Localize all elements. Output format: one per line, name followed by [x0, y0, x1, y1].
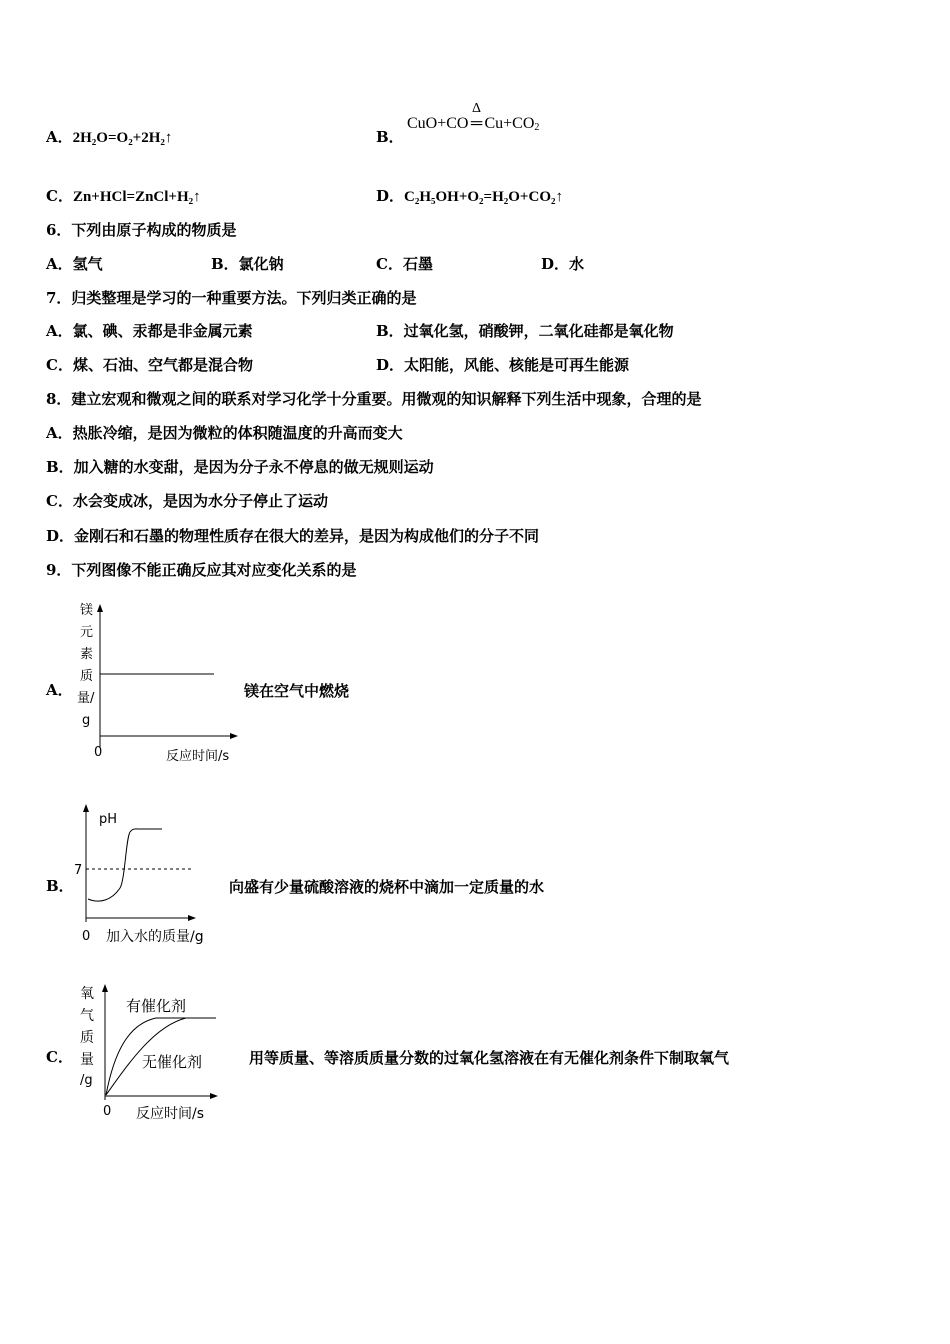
q7-option-a[interactable]: A．氯、碘、汞都是非金属元素	[46, 322, 253, 340]
graph-a-xlabel: 反应时间/s	[166, 749, 230, 764]
q9-graph-a	[72, 598, 252, 768]
q9-option-a-text: 镁在空气中燃烧	[244, 682, 350, 700]
graph-c-ylabel-3: 量	[80, 1052, 94, 1068]
q5-option-b[interactable]	[376, 127, 404, 147]
q5-option-b-label: B．	[376, 128, 404, 146]
q7-option-b[interactable]: B．过氧化氢，硝酸钾，二氧化硅都是氧化物	[376, 322, 674, 340]
graph-a-ylabel-4: 量/	[77, 691, 95, 706]
q9-graph-b	[70, 800, 230, 950]
q5-b-right: Cu+CO	[484, 115, 535, 132]
q5-b-sub: 2	[534, 122, 540, 133]
graph-c-ylabel-0: 氧	[80, 986, 94, 1002]
graph-a-ylabel-0: 镁	[80, 603, 94, 618]
graph-c-origin: 0	[103, 1104, 112, 1119]
q5-option-a-label: A．	[46, 128, 73, 146]
q9-option-b-label[interactable]: B．	[46, 877, 74, 895]
q5-option-c[interactable]	[46, 186, 201, 207]
q9-graph-c	[76, 978, 236, 1126]
graph-b-origin: 0	[82, 929, 91, 944]
graph-a-ylabel-1: 元	[80, 625, 94, 640]
q6-option-c[interactable]: C．石墨	[376, 255, 433, 273]
q8-option-d[interactable]: D．金刚石和石墨的物理性质存在很大的差异，是因为构成他们的分子不同	[46, 527, 540, 545]
graph-b-x-arrow	[188, 915, 196, 921]
graph-c-y-arrow	[102, 984, 108, 992]
graph-b-tick-7: 7	[74, 863, 83, 878]
graph-b-y-arrow	[83, 804, 89, 812]
q9-stem: 9．下列图像不能正确反应其对应变化关系的是	[46, 561, 357, 579]
graph-b-ylabel: pH	[99, 812, 118, 827]
graph-a-y-arrow	[97, 604, 103, 612]
q8-stem: 8．建立宏观和微观之间的联系对学习化学十分重要。用微观的知识解释下列生活中现象，合理的是	[46, 390, 702, 408]
graph-c-ylabel-4: /g	[80, 1073, 93, 1088]
graph-c-x-arrow	[210, 1093, 218, 1099]
q8-option-a[interactable]: A．热胀冷缩，是因为微粒的体积随温度的升高而变大	[46, 424, 403, 442]
q9-option-c-label[interactable]: C．	[46, 1048, 73, 1066]
q7-stem: 7．归类整理是学习的一种重要方法。下列归类正确的是	[46, 289, 417, 307]
q9-option-b-text: 向盛有少量硫酸溶液的烧杯中滴加一定质量的水	[229, 878, 545, 896]
q5-option-b-formula	[407, 101, 540, 133]
q6-option-b[interactable]: B．氯化钠	[211, 255, 284, 273]
graph-c-label-catalyst: 有催化剂	[126, 997, 187, 1015]
q5-b-eq: ═	[470, 115, 483, 132]
graph-a-origin: 0	[94, 745, 103, 760]
graph-c-xlabel: 反应时间/s	[136, 1106, 205, 1122]
graph-b-curve	[88, 829, 162, 901]
q5-option-c-label: C．	[46, 187, 73, 205]
q6-stem: 6．下列由原子构成的物质是	[46, 221, 237, 239]
graph-a-x-arrow	[230, 733, 238, 739]
q5-b-condition-group	[468, 101, 484, 133]
q6-option-d[interactable]: D．水	[541, 255, 585, 273]
q5-option-a[interactable]	[46, 127, 172, 148]
q6-option-a[interactable]: A．氢气	[46, 255, 103, 273]
q5-option-d-formula: C₂H₅OH+O₂=H₂O+CO₂↑	[404, 189, 563, 205]
q7-option-c[interactable]: C．煤、石油、空气都是混合物	[46, 356, 253, 374]
graph-a-ylabel-2: 素	[80, 647, 94, 662]
q5-option-d[interactable]	[376, 186, 563, 207]
q5-b-left: CuO+CO	[407, 115, 469, 132]
q9-option-c-text: 用等质量、等溶质质量分数的过氧化氢溶液在有无催化剂条件下制取氧气	[249, 1049, 730, 1067]
graph-a-ylabel-3: 质	[80, 669, 94, 684]
graph-a-ylabel-5: g	[82, 713, 91, 728]
q5-option-a-formula: 2H₂O=O₂+2H₂↑	[72, 130, 173, 146]
q9-option-a-label[interactable]: A．	[46, 681, 73, 699]
graph-c-label-no-catalyst: 无催化剂	[142, 1053, 203, 1071]
q5-b-condition: Δ	[471, 101, 481, 116]
q5-option-c-formula: Zn+HCl=ZnCl+H₂↑	[72, 189, 201, 205]
q8-option-b[interactable]: B．加入糖的水变甜，是因为分子永不停息的做无规则运动	[46, 458, 434, 476]
q7-option-d[interactable]: D．太阳能，风能、核能是可再生能源	[376, 356, 630, 374]
graph-b-xlabel: 加入水的质量/g	[106, 929, 204, 945]
q5-option-d-label: D．	[376, 187, 405, 205]
q8-option-c[interactable]: C．水会变成冰，是因为水分子停止了运动	[46, 492, 328, 510]
graph-c-ylabel-2: 质	[80, 1030, 94, 1046]
graph-c-ylabel-1: 气	[80, 1008, 94, 1024]
